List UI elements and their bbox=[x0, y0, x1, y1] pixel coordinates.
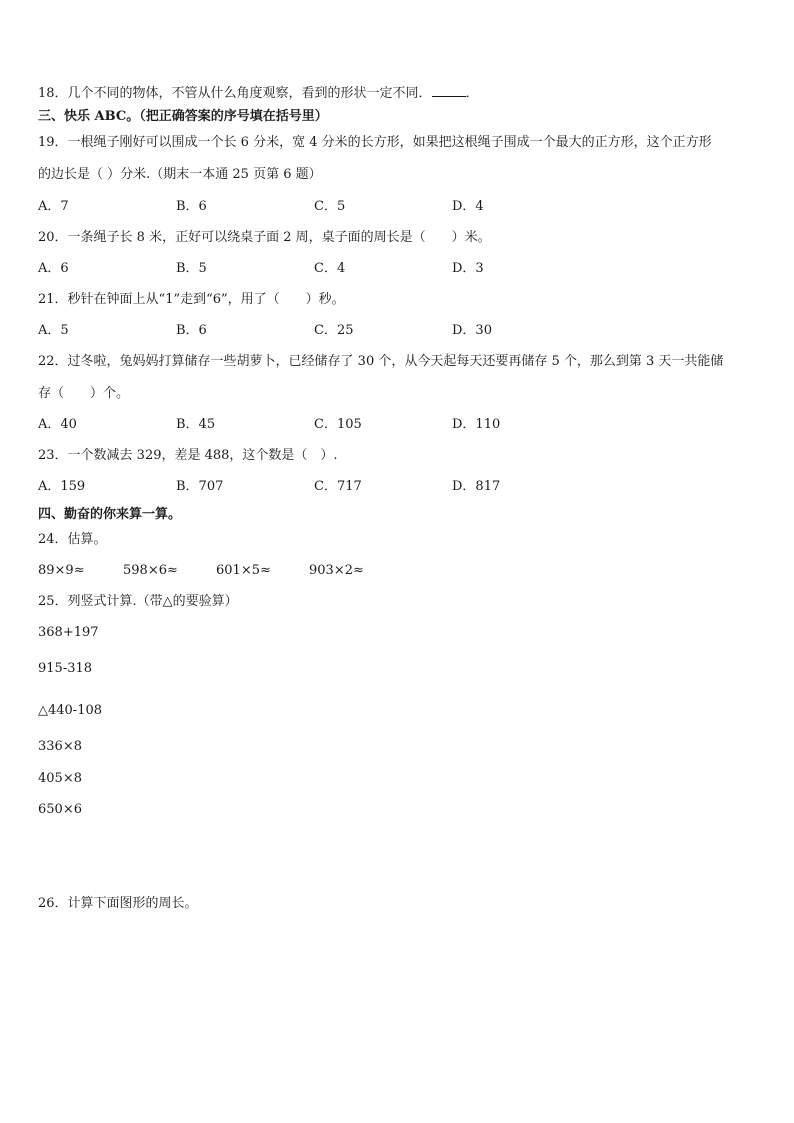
question-18 bbox=[38, 84, 479, 102]
estimation-item: 601×5≈ bbox=[216, 563, 271, 578]
calculation-item: △440-108 bbox=[38, 703, 103, 718]
calculation-item: 336×8 bbox=[38, 739, 82, 754]
question-19-line-1: 19．一根绳子刚好可以围成一个长 6 分米，宽 4 分米的长方形，如果把这根绳子围成一个最大的正方形，这个正方形 bbox=[38, 135, 712, 150]
calculation-item: 368+197 bbox=[38, 625, 99, 640]
estimation-item: 89×9≈ bbox=[38, 563, 85, 578]
option-a[interactable]: A．7 bbox=[38, 199, 69, 214]
question-19-line-2: 的边长是（ ）分米.（期末一本通 25 页第 6 题） bbox=[38, 167, 322, 182]
question-22-line-2: 存（ ）个。 bbox=[38, 386, 130, 401]
question-26: 26．计算下面图形的周长。 bbox=[38, 896, 198, 911]
option-b[interactable]: B．5 bbox=[176, 261, 207, 276]
option-a[interactable]: A．6 bbox=[38, 261, 69, 276]
option-d[interactable]: D．817 bbox=[452, 479, 501, 494]
option-c[interactable]: C．105 bbox=[314, 417, 362, 432]
option-d[interactable]: D．3 bbox=[452, 261, 484, 276]
option-d[interactable]: D．110 bbox=[452, 417, 501, 432]
question-25: 25．列竖式计算.（带△的要验算） bbox=[38, 594, 238, 609]
calculation-item: 915-318 bbox=[38, 661, 93, 676]
answer-blank[interactable] bbox=[432, 84, 466, 97]
option-c[interactable]: C．4 bbox=[314, 261, 346, 276]
question-18-end: ． bbox=[465, 86, 479, 101]
question-21: 21．秒针在钟面上从“1”走到“6”，用了（ ）秒。 bbox=[38, 292, 345, 307]
option-c[interactable]: C．5 bbox=[314, 199, 346, 214]
option-d[interactable]: D．30 bbox=[452, 323, 492, 338]
option-b[interactable]: B．6 bbox=[176, 323, 207, 338]
option-a[interactable]: A．159 bbox=[38, 479, 86, 494]
section-3-title: 三、快乐 ABC。（把正确答案的序号填在括号里） bbox=[38, 109, 328, 124]
estimation-item: 903×2≈ bbox=[309, 563, 364, 578]
question-24: 24．估算。 bbox=[38, 532, 107, 547]
calculation-item: 650×6 bbox=[38, 802, 82, 817]
option-c[interactable]: C．25 bbox=[314, 323, 354, 338]
option-b[interactable]: B．707 bbox=[176, 479, 224, 494]
option-b[interactable]: B．45 bbox=[176, 417, 216, 432]
question-18-text: 18．几个不同的物体，不管从什么角度观察，看到的形状一定不同． bbox=[38, 86, 432, 101]
option-a[interactable]: A．5 bbox=[38, 323, 69, 338]
option-b[interactable]: B．6 bbox=[176, 199, 207, 214]
option-a[interactable]: A．40 bbox=[38, 417, 77, 432]
section-4-title: 四、勤奋的你来算一算。 bbox=[38, 507, 182, 522]
question-22-line-1: 22．过冬啦，兔妈妈打算储存一些胡萝卜，已经储存了 30 个，从今天起每天还要再储存 5 个，那么到第 3 天一共能储 bbox=[38, 354, 724, 369]
option-c[interactable]: C．717 bbox=[314, 479, 362, 494]
question-20: 20．一条绳子长 8 米，正好可以绕桌子面 2 周，桌子面的周长是（ ）米。 bbox=[38, 230, 491, 245]
question-23: 23．一个数减去 329，差是 488，这个数是（ ）. bbox=[38, 448, 338, 463]
estimation-item: 598×6≈ bbox=[123, 563, 178, 578]
option-d[interactable]: D．4 bbox=[452, 199, 484, 214]
calculation-item: 405×8 bbox=[38, 771, 82, 786]
